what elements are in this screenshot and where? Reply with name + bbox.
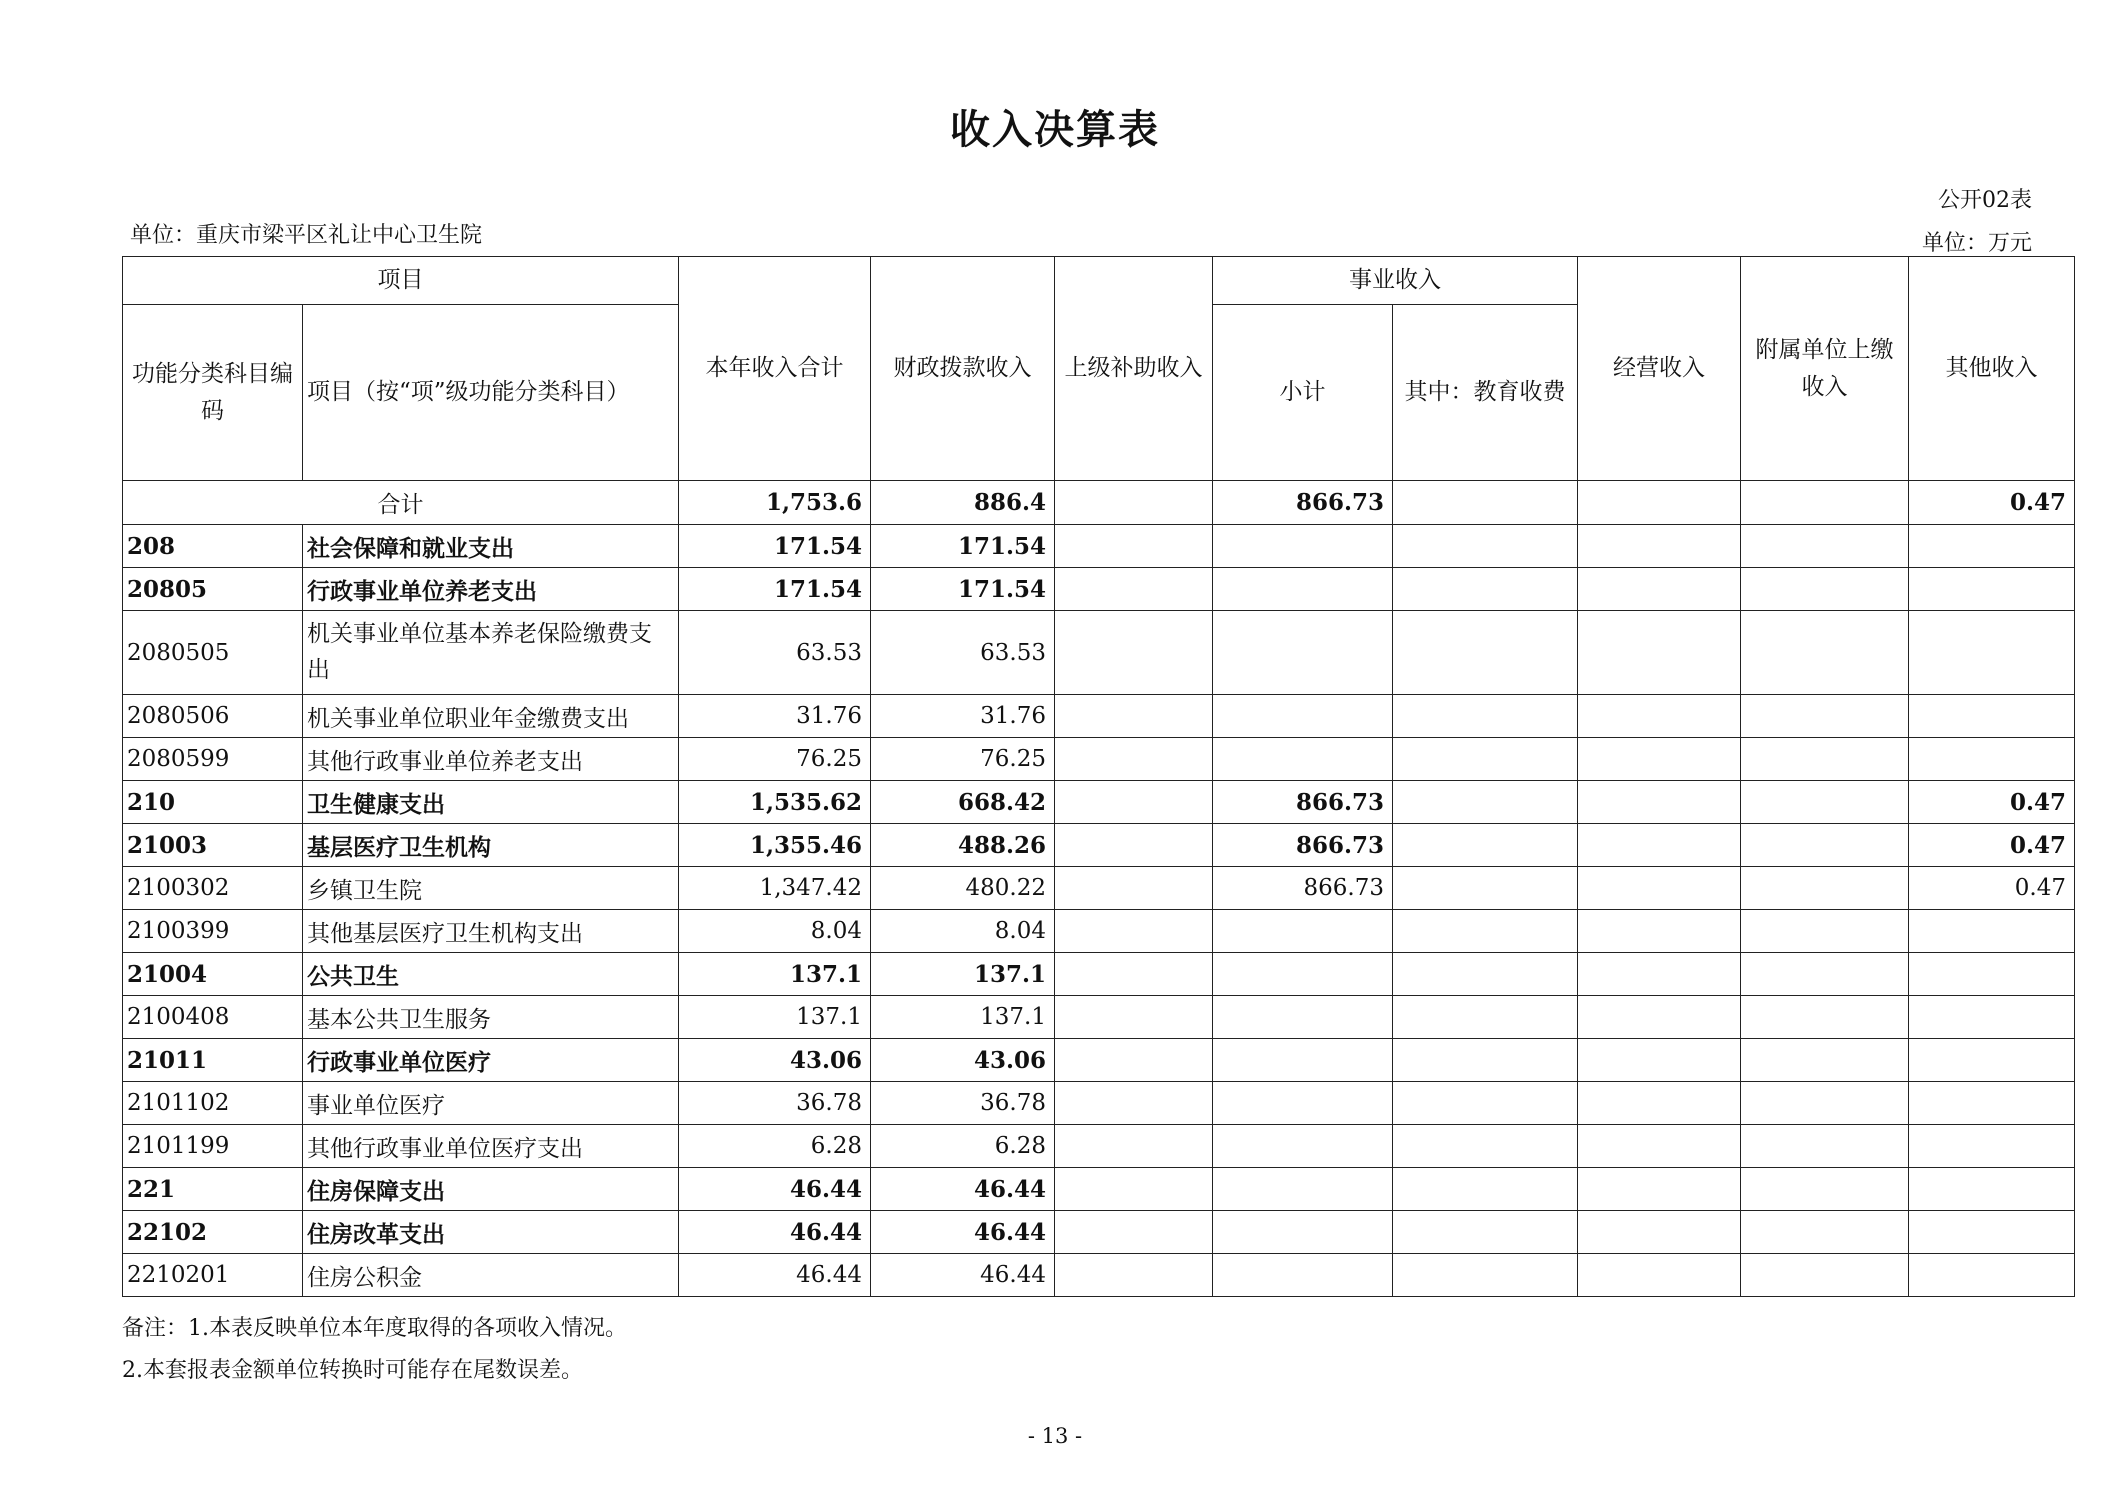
cell-name: 乡镇卫生院 [303,867,679,910]
cell-total: 43.06 [679,1039,871,1082]
cell-superior [1055,611,1213,695]
cell-superior [1055,525,1213,568]
table-row [123,781,2075,824]
cell-operating [1578,568,1741,611]
cell-subtotal [1213,996,1393,1039]
cell-code: 2100408 [123,996,303,1039]
cell-total: 31.76 [679,695,871,738]
cell-subtotal [1213,953,1393,996]
cell-other [1909,611,2075,695]
currency-unit: 单位：万元 [1921,231,2032,256]
cell-superior [1055,738,1213,781]
cell-total: 46.44 [679,1168,871,1211]
table-row [123,1168,2075,1211]
cell-subtotal [1213,1125,1393,1168]
total-total: 1,753.6 [679,481,871,525]
cell-total: 46.44 [679,1254,871,1297]
cell-total: 46.44 [679,1211,871,1254]
cell-fiscal: 6.28 [871,1125,1055,1168]
cell-education [1393,996,1578,1039]
cell-code: 2100399 [123,910,303,953]
cell-fiscal: 668.42 [871,781,1055,824]
cell-superior [1055,867,1213,910]
cell-subtotal [1213,1211,1393,1254]
cell-affiliate [1741,781,1909,824]
cell-fiscal: 46.44 [871,1254,1055,1297]
cell-education [1393,1125,1578,1168]
cell-operating [1578,1211,1741,1254]
total-education [1393,481,1578,525]
cell-superior [1055,1039,1213,1082]
cell-fiscal: 488.26 [871,824,1055,867]
cell-superior [1055,695,1213,738]
cell-education [1393,1039,1578,1082]
cell-name: 其他行政事业单位养老支出 [303,738,679,781]
table-row [123,1254,2075,1297]
cell-name: 机关事业单位基本养老保险缴费支出 [303,611,679,695]
cell-education [1393,824,1578,867]
cell-subtotal [1213,1254,1393,1297]
cell-code: 210 [123,781,303,824]
header-affiliate: 附属单位上缴收入 [1741,257,1909,481]
cell-affiliate [1741,611,1909,695]
cell-name: 其他行政事业单位医疗支出 [303,1125,679,1168]
cell-operating [1578,525,1741,568]
table-row [123,910,2075,953]
header-item-name: 项目（按“项”级功能分类科目） [303,305,679,481]
cell-other [1909,1125,2075,1168]
reporting-unit: 单位：重庆市梁平区礼让中心卫生院 [130,223,483,248]
cell-fiscal: 137.1 [871,953,1055,996]
cell-affiliate [1741,1125,1909,1168]
cell-code: 2101199 [123,1125,303,1168]
cell-code: 208 [123,525,303,568]
cell-fiscal: 43.06 [871,1039,1055,1082]
cell-other [1909,525,2075,568]
total-other: 0.47 [1909,481,2075,525]
table-row [123,525,2075,568]
cell-affiliate [1741,525,1909,568]
table-row [123,695,2075,738]
cell-operating [1578,738,1741,781]
cell-other [1909,1082,2075,1125]
cell-superior [1055,824,1213,867]
cell-code: 21004 [123,953,303,996]
total-fiscal: 886.4 [871,481,1055,525]
cell-education [1393,781,1578,824]
table-row [123,738,2075,781]
cell-total: 1,535.62 [679,781,871,824]
cell-superior [1055,1082,1213,1125]
cell-superior [1055,910,1213,953]
table-row [123,1211,2075,1254]
cell-total: 171.54 [679,568,871,611]
cell-total: 76.25 [679,738,871,781]
cell-operating [1578,953,1741,996]
cell-fiscal: 31.76 [871,695,1055,738]
cell-operating [1578,1168,1741,1211]
header-fiscal: 财政拨款收入 [871,257,1055,481]
total-operating [1578,481,1741,525]
cell-name: 住房保障支出 [303,1168,679,1211]
cell-total: 1,347.42 [679,867,871,910]
notes [122,1308,627,1392]
note-1: 备注：1.本表反映单位本年度取得的各项收入情况。 [122,1316,627,1341]
cell-name: 基本公共卫生服务 [303,996,679,1039]
total-subtotal: 866.73 [1213,481,1393,525]
cell-operating [1578,910,1741,953]
cell-subtotal [1213,611,1393,695]
cell-operating [1578,824,1741,867]
cell-superior [1055,1254,1213,1297]
cell-education [1393,525,1578,568]
cell-education [1393,1082,1578,1125]
header-superior: 上级补助收入 [1055,257,1213,481]
cell-affiliate [1741,1039,1909,1082]
header-project: 项目 [123,257,679,305]
cell-other [1909,1254,2075,1297]
cell-education [1393,1168,1578,1211]
cell-operating [1578,1082,1741,1125]
cell-other [1909,1211,2075,1254]
cell-code: 2101102 [123,1082,303,1125]
cell-operating [1578,1039,1741,1082]
cell-superior [1055,953,1213,996]
cell-fiscal: 46.44 [871,1211,1055,1254]
header-total: 本年收入合计 [679,257,871,481]
cell-fiscal: 46.44 [871,1168,1055,1211]
cell-name: 其他基层医疗卫生机构支出 [303,910,679,953]
cell-fiscal: 63.53 [871,611,1055,695]
cell-fiscal: 171.54 [871,525,1055,568]
cell-other [1909,568,2075,611]
cell-other [1909,1039,2075,1082]
cell-other [1909,996,2075,1039]
cell-affiliate [1741,996,1909,1039]
table-row [123,996,2075,1039]
table-row [123,867,2075,910]
cell-affiliate [1741,1082,1909,1125]
cell-other [1909,695,2075,738]
cell-operating [1578,611,1741,695]
cell-other: 0.47 [1909,824,2075,867]
cell-subtotal [1213,1039,1393,1082]
cell-name: 卫生健康支出 [303,781,679,824]
cell-code: 22102 [123,1211,303,1254]
cell-other: 0.47 [1909,867,2075,910]
header-education: 其中：教育收费 [1393,305,1578,481]
cell-affiliate [1741,824,1909,867]
total-label: 合计 [123,481,679,525]
cell-code: 2080506 [123,695,303,738]
cell-superior [1055,1168,1213,1211]
cell-fiscal: 8.04 [871,910,1055,953]
header-code: 功能分类科目编码 [123,305,303,481]
cell-other: 0.47 [1909,781,2075,824]
cell-affiliate [1741,867,1909,910]
cell-superior [1055,781,1213,824]
cell-subtotal [1213,738,1393,781]
cell-total: 137.1 [679,953,871,996]
cell-education [1393,695,1578,738]
cell-code: 2100302 [123,867,303,910]
header-other: 其他收入 [1909,257,2075,481]
cell-fiscal: 36.78 [871,1082,1055,1125]
cell-superior [1055,1125,1213,1168]
cell-name: 社会保障和就业支出 [303,525,679,568]
cell-superior [1055,568,1213,611]
cell-affiliate [1741,1168,1909,1211]
cell-name: 行政事业单位医疗 [303,1039,679,1082]
cell-superior [1055,996,1213,1039]
cell-total: 171.54 [679,525,871,568]
cell-total: 8.04 [679,910,871,953]
cell-other [1909,953,2075,996]
total-superior [1055,481,1213,525]
cell-other [1909,910,2075,953]
cell-subtotal [1213,1168,1393,1211]
cell-other [1909,1168,2075,1211]
cell-superior [1055,1211,1213,1254]
cell-total: 1,355.46 [679,824,871,867]
cell-subtotal [1213,525,1393,568]
cell-affiliate [1741,953,1909,996]
cell-code: 2210201 [123,1254,303,1297]
cell-operating [1578,1125,1741,1168]
total-affiliate [1741,481,1909,525]
cell-code: 2080505 [123,611,303,695]
cell-subtotal [1213,695,1393,738]
cell-education [1393,738,1578,781]
cell-affiliate [1741,1211,1909,1254]
header-operating: 经营收入 [1578,257,1741,481]
cell-affiliate [1741,910,1909,953]
table-row [123,568,2075,611]
cell-operating [1578,867,1741,910]
cell-name: 机关事业单位职业年金缴费支出 [303,695,679,738]
cell-name: 住房改革支出 [303,1211,679,1254]
cell-code: 221 [123,1168,303,1211]
cell-name: 事业单位医疗 [303,1082,679,1125]
table-row [123,824,2075,867]
cell-operating [1578,1254,1741,1297]
total-row [123,481,2075,525]
cell-name: 公共卫生 [303,953,679,996]
cell-other [1909,738,2075,781]
cell-code: 2080599 [123,738,303,781]
cell-code: 21003 [123,824,303,867]
cell-education [1393,568,1578,611]
cell-code: 21011 [123,1039,303,1082]
cell-affiliate [1741,1254,1909,1297]
cell-name: 行政事业单位养老支出 [303,568,679,611]
cell-total: 137.1 [679,996,871,1039]
form-number: 公开02表 [1938,188,2032,213]
cell-total: 36.78 [679,1082,871,1125]
table-row [123,1125,2075,1168]
page-number: - 13 - [1027,1424,1083,1448]
cell-code: 20805 [123,568,303,611]
table-row [123,953,2075,996]
cell-affiliate [1741,695,1909,738]
table-row [123,1082,2075,1125]
cell-education [1393,867,1578,910]
cell-education [1393,611,1578,695]
note-2: 2.本套报表金额单位转换时可能存在尾数误差。 [122,1357,583,1383]
cell-fiscal: 137.1 [871,996,1055,1039]
cell-fiscal: 171.54 [871,568,1055,611]
cell-operating [1578,695,1741,738]
table-row [123,1039,2075,1082]
cell-fiscal: 480.22 [871,867,1055,910]
cell-education [1393,1254,1578,1297]
cell-total: 63.53 [679,611,871,695]
cell-subtotal [1213,1082,1393,1125]
cell-affiliate [1741,568,1909,611]
cell-education [1393,1211,1578,1254]
cell-education [1393,910,1578,953]
cell-affiliate [1741,738,1909,781]
cell-operating [1578,781,1741,824]
cell-name: 基层医疗卫生机构 [303,824,679,867]
cell-subtotal: 866.73 [1213,867,1393,910]
table-row [123,611,2075,695]
cell-total: 6.28 [679,1125,871,1168]
income-table [122,256,2075,1297]
header-business: 事业收入 [1213,257,1578,305]
cell-subtotal: 866.73 [1213,824,1393,867]
cell-operating [1578,996,1741,1039]
cell-education [1393,953,1578,996]
cell-fiscal: 76.25 [871,738,1055,781]
header-subtotal: 小计 [1213,305,1393,481]
page-title: 收入决算表 [950,106,1160,153]
cell-subtotal [1213,568,1393,611]
cell-subtotal [1213,910,1393,953]
cell-name: 住房公积金 [303,1254,679,1297]
cell-subtotal: 866.73 [1213,781,1393,824]
